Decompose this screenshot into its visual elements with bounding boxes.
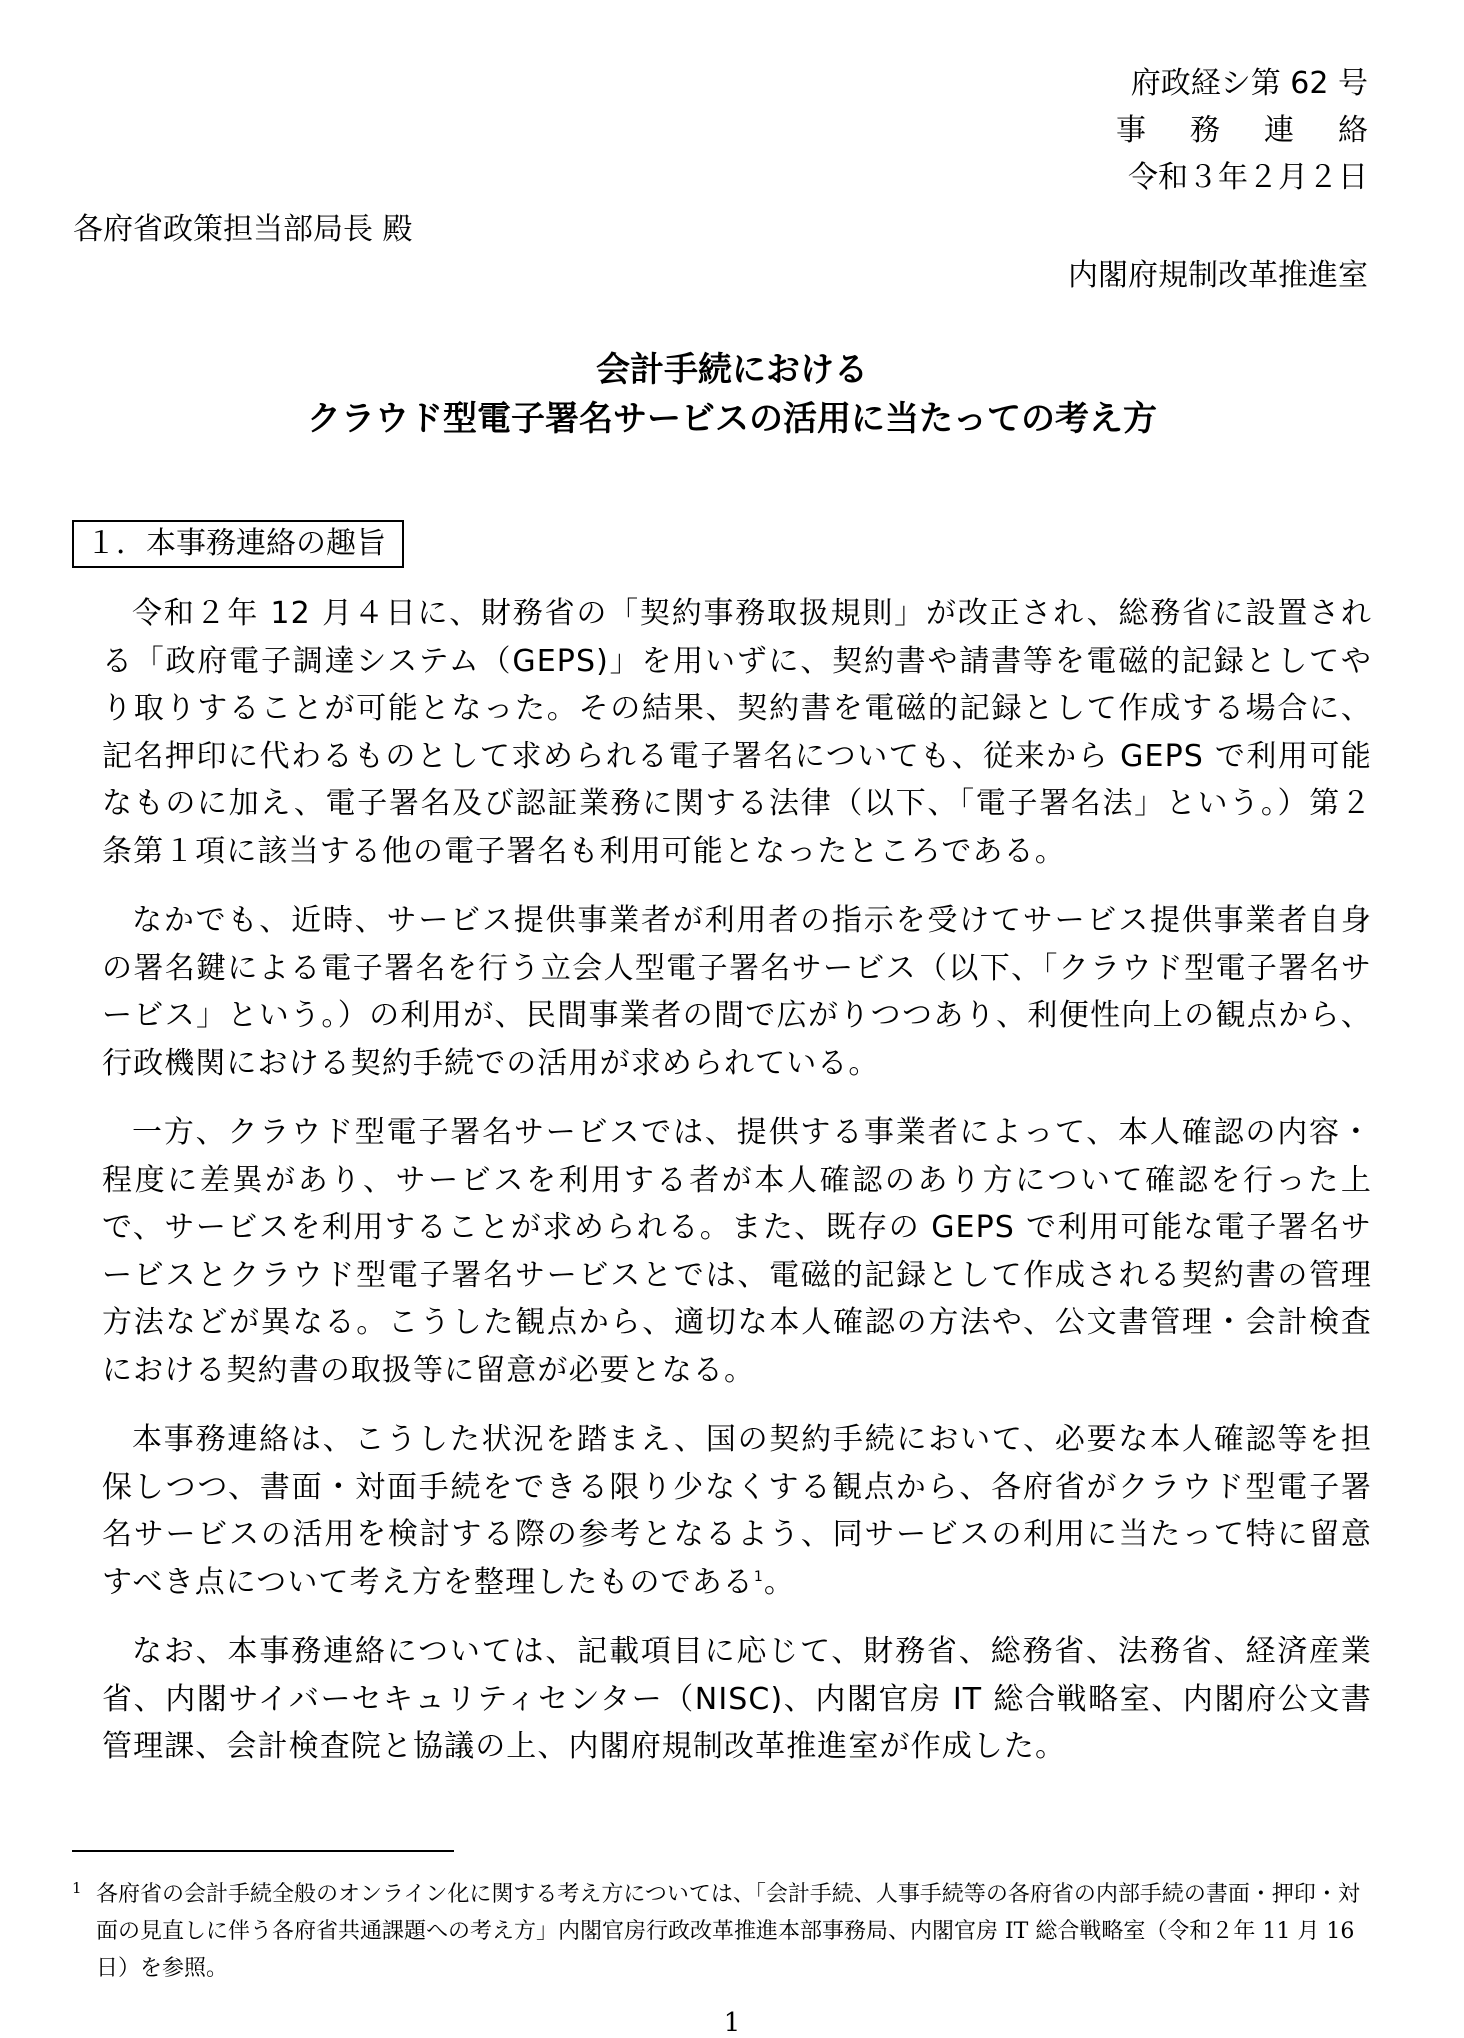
document-date: 令和３年２月２日 xyxy=(1128,160,1368,195)
paragraph-end: 。 xyxy=(763,1564,796,1600)
sender: 内閣府規制改革推進室 xyxy=(1068,258,1368,293)
footnote-number: 1 xyxy=(72,1879,82,1897)
page-number: 1 xyxy=(723,2008,741,2038)
document-header xyxy=(1068,60,1412,201)
footnote-text: 各府省の会計手続全般のオンライン化に関する考え方については、「会計手続、人事手続等の各府省の内部手続の書面・押印・対面の見直しに伴う各府省共通課題への考え方」内閣官房行政改革推進本部事務局、内閣官房 IT 総合戦略室（令和２年 11 月 16 日）を参照。 xyxy=(96,1882,1360,1981)
addressee: 各府省政策担当部局長 殿 xyxy=(73,212,413,247)
paragraph: なお、本事務連絡については、記載項目に応じて、財務省、総務省、法務省、経済産業省、内閣サイバーセキュリティセンター（NISC)、内閣官房 IT 総合戦略室、内閣府公文書管理課、会計検査院と協議の上、内閣府規制改革推進室が作成した。 xyxy=(102,1634,1372,1764)
footnote-divider xyxy=(72,1850,454,1852)
paragraph-text: 本事務連絡は、こうした状況を踏まえ、国の契約手続において、必要な本人確認等を担保しつつ、書面・対面手続をできる限り少なくする観点から、各府省がクラウド型電子署名サービスの活用を検討する際の参考となるよう、同サービスの利用に当たって特に留意すべき点について考え方を整理したものである xyxy=(102,1422,1372,1600)
document-title-line-2: クラウド型電子署名サービスの活用に当たっての考え方 xyxy=(307,399,1157,439)
section-heading: １．本事務連絡の趣旨 xyxy=(72,520,404,568)
paragraph: 令和２年 12 月４日に、財務省の「契約事務取扱規則」が改正され、総務省に設置される「政府電子調達システム（GEPS)」を用いずに、契約書や請書等を電磁的記録としてやり取りすることが可能となった。その結果、契約書を電磁的記録として作成する場合に、記名押印に代わるものとして求められる電子署名についても、従来から GEPS で利用可能なものに加え、電子署名及び認証業務に関する法律（以下、「電子署名法」という。）第２条第１項に該当する他の電子署名も利用可能となったところである。 xyxy=(102,596,1372,869)
paragraph: なかでも、近時、サービス提供事業者が利用者の指示を受けてサービス提供事業者自身の署名鍵による電子署名を行う立会人型電子署名サービス（以下、「クラウド型電子署名サービス」という。）の利用が、民間事業者の間で広がりつつあり、利便性向上の観点から、行政機関における契約手続での活用が求められている。 xyxy=(102,903,1372,1081)
document-number: 府政経シ第 62 号 xyxy=(1130,66,1368,101)
footnote xyxy=(72,1876,1368,1987)
paragraph: 一方、クラウド型電子署名サービスでは、提供する事業者によって、本人確認の内容・程度に差異があり、サービスを利用する者が本人確認のあり方について確認を行った上で、サービスを利用することが求められる。また、既存の GEPS で利用可能な電子署名サービスとクラウド型電子署名サービスとでは、電磁的記録として作成される契約書の管理方法などが異なる。こうした観点から、適切な本人確認の方法や、公文書管理・会計検査における契約書の取扱等に留意が必要となる。 xyxy=(102,1115,1372,1388)
footnote-reference[interactable]: 1 xyxy=(753,1568,764,1585)
paragraph xyxy=(102,1416,1372,1606)
section-body xyxy=(102,590,1372,1793)
document-title-line-1: 会計手続における xyxy=(596,350,868,390)
document-type: 事務連絡 xyxy=(1116,113,1412,148)
